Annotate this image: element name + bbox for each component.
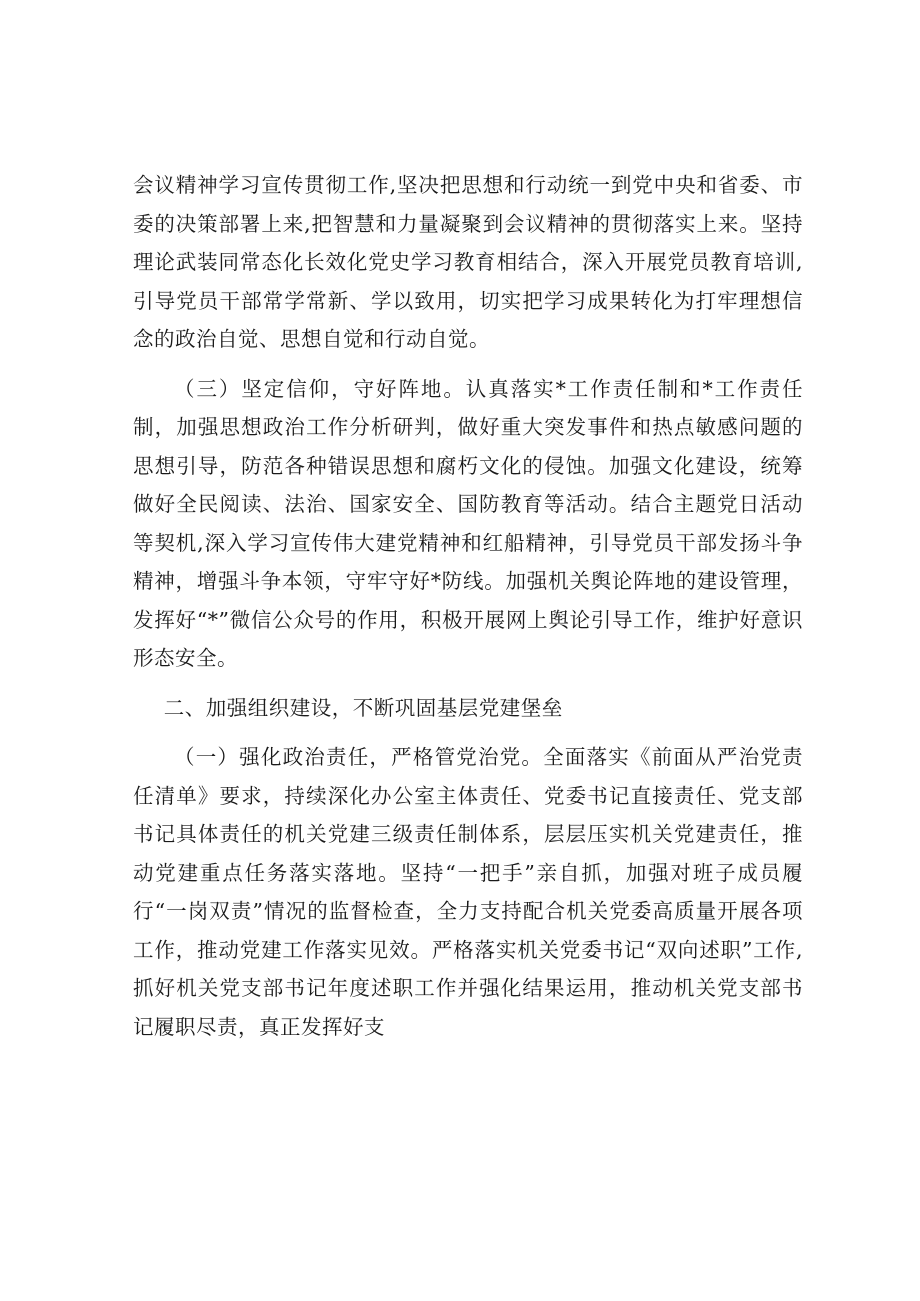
document-body [133, 166, 803, 1046]
paragraph-continuation: 会议精神学习宣传贯彻工作,坚决把思想和行动统一到党中央和省委、市委的决策部署上来,把智慧和力量凝聚到会议精神的贯彻落实上来。坚持理论武装同常态化长效化党史学习教育相结合，深入开展党员教育培训,引导党员干部常学常新、学以致用，切实把学习成果转化为打牢理想信念的政治自觉、思想自觉和行动自觉。 [133, 173, 803, 351]
paragraph-section-2-1: （一）强化政治责任，严格管党治党。全面落实《前面从严治党责任清单》要求，持续深化办公室主体责任、党委书记直接责任、党支部书记具体责任的机关党建三级责任制体系，层层压实机关党建责任，推动党建重点任务落实落地。坚持“一把手”亲自抓，加强对班子成员履行“一岗双责”情况的监督检查，全力支持配合机关党委高质量开展各项工作，推动党建工作落实见效。严格落实机关党委书记“双向述职”工作,抓好机关党支部书记年度述职工作并强化结果运用，推动机关党支部书记履职尽责，真正发挥好支 [133, 745, 803, 1039]
section-heading-2: 二、加强组织建设，不断巩固基层党建堡垒 [163, 695, 563, 720]
paragraph-section-3: （三）坚定信仰，守好阵地。认真落实*工作责任制和*工作责任制，加强思想政治工作分析研判，做好重大突发事件和热点敏感问题的思想引导，防范各种错误思想和腐朽文化的侵蚀。加强文化建设，统筹做好全民阅读、法治、国家安全、国防教育等活动。结合主题党日活动等契机,深入学习宣传伟大建党精神和红船精神，引导党员干部发扬斗争精神，增强斗争本领，守牢守好*防线。加强机关舆论阵地的建设管理，发挥好“*”微信公众号的作用，积极开展网上舆论引导工作，维护好意识形态安全。 [133, 376, 803, 670]
